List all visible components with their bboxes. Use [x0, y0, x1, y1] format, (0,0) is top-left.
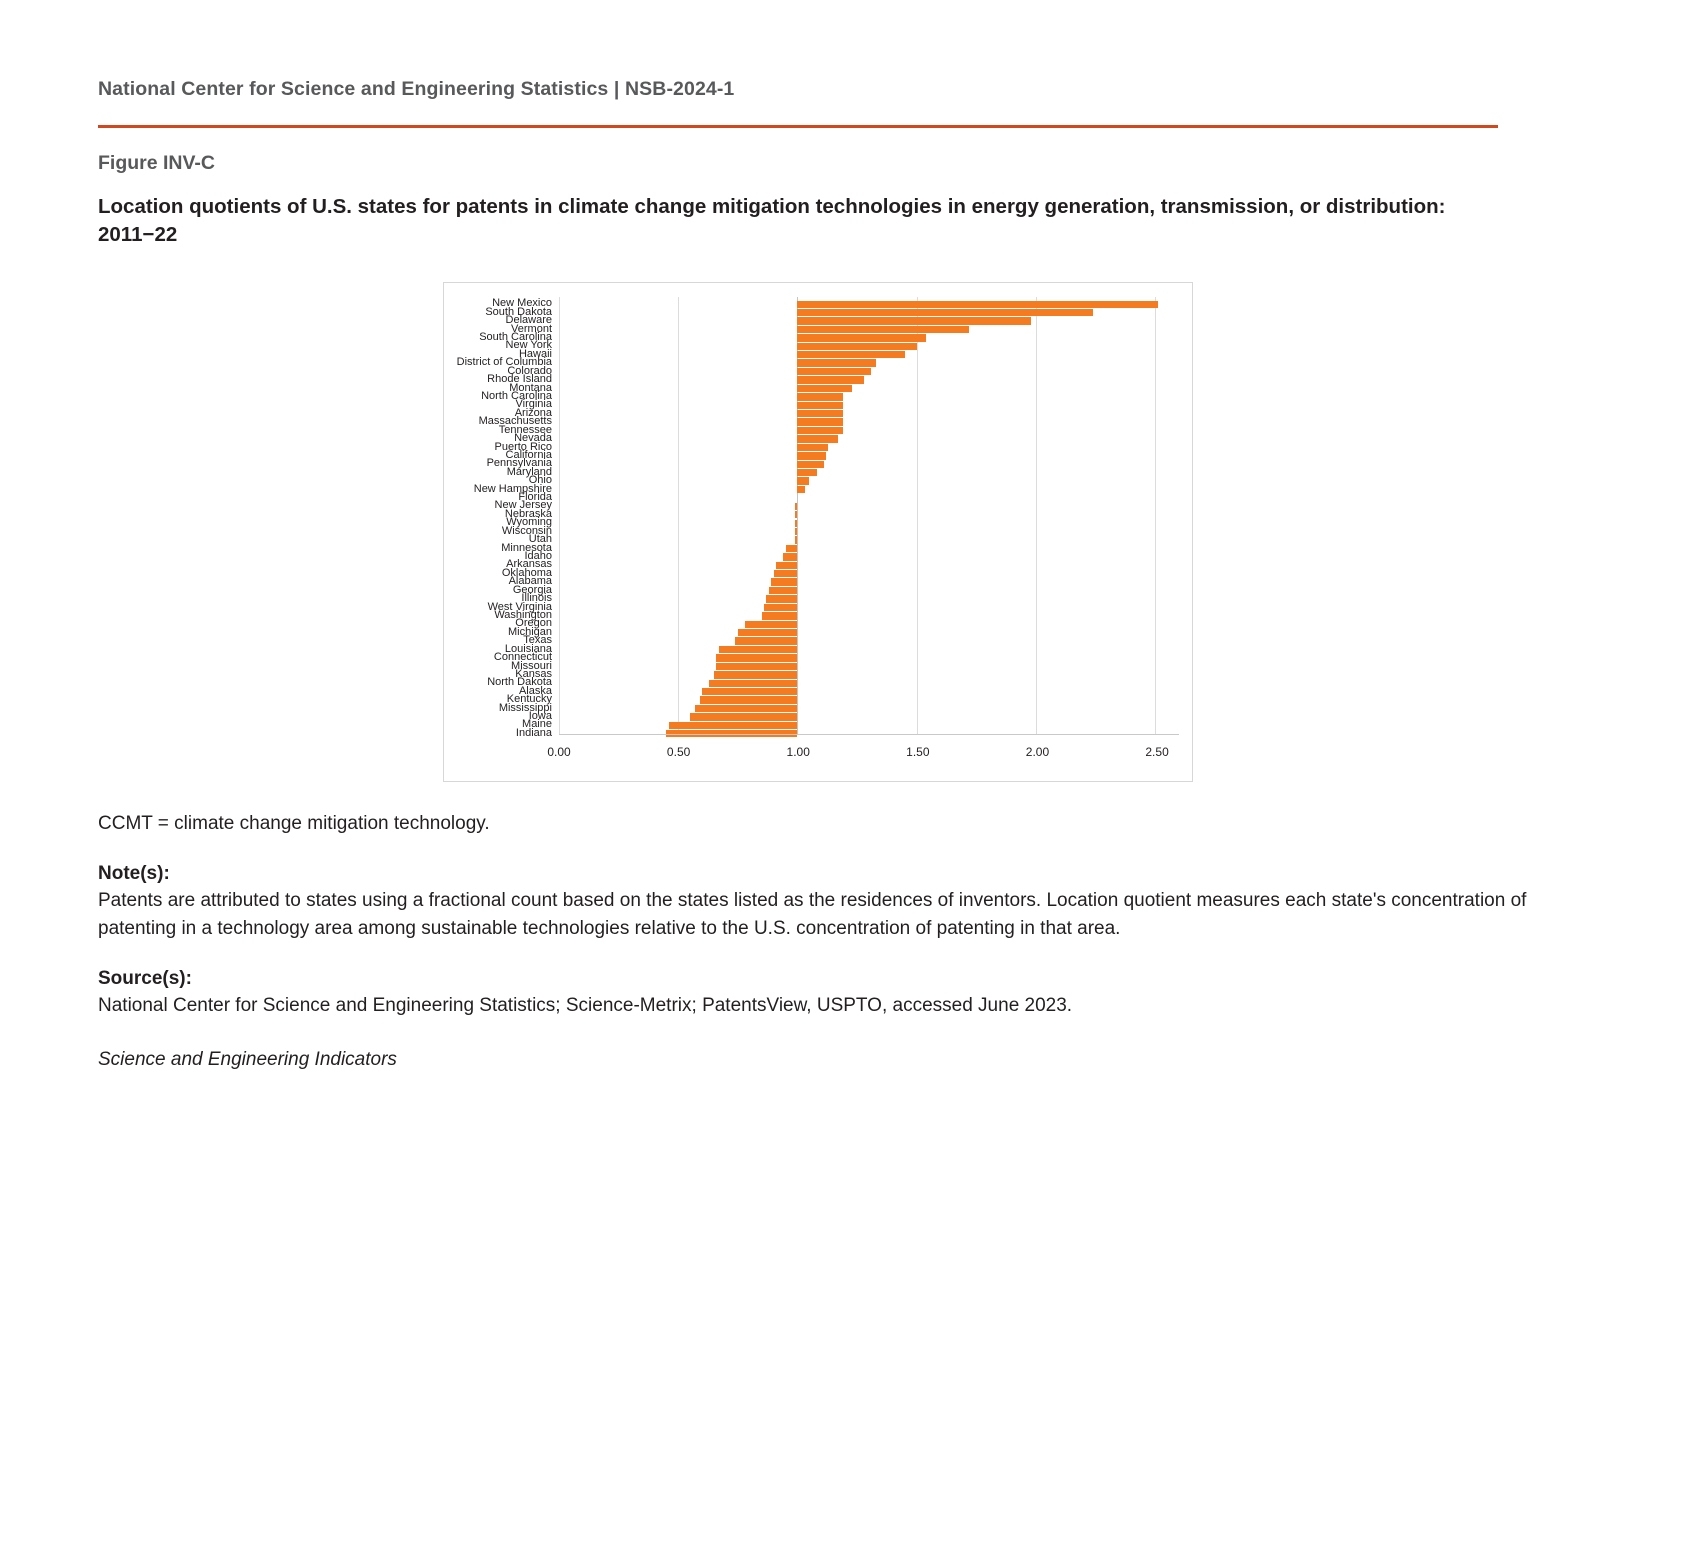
- bar-row: [559, 474, 1179, 482]
- bar-row: [559, 424, 1179, 432]
- bar-row: [559, 466, 1179, 474]
- bar-row: [559, 668, 1179, 676]
- category-label: Alabama: [508, 575, 552, 588]
- bar-row: [559, 558, 1179, 566]
- notes-block: [98, 860, 1598, 943]
- category-label: Colorado: [507, 364, 552, 377]
- series-name: Science and Engineering Indicators: [98, 1048, 397, 1070]
- bar-row: [559, 575, 1179, 583]
- bar-row: [559, 617, 1179, 625]
- bar-row: [559, 718, 1179, 726]
- category-label: South Carolina: [479, 331, 552, 344]
- header-organization: National Center for Science and Engineering Statistics: [98, 78, 609, 100]
- bar-row: [559, 693, 1179, 701]
- category-label: West Virginia: [487, 600, 552, 613]
- category-label: South Dakota: [485, 305, 552, 318]
- category-label: Massachusetts: [478, 415, 552, 428]
- x-tick-label: 2.50: [1145, 745, 1169, 760]
- x-tick-label: 0.00: [547, 745, 571, 760]
- bar-row: [559, 533, 1179, 541]
- bar-row: [559, 685, 1179, 693]
- x-axis-line: [559, 734, 1179, 735]
- category-label: Nebraska: [504, 507, 552, 520]
- category-label: Kentucky: [506, 693, 552, 706]
- category-axis-labels: [444, 297, 556, 739]
- category-label: New York: [505, 339, 552, 352]
- bar-row: [559, 508, 1179, 516]
- category-label: Vermont: [511, 322, 552, 335]
- bar-row: [559, 601, 1179, 609]
- category-label: Rhode Island: [487, 373, 552, 386]
- category-label: Oregon: [515, 617, 552, 630]
- x-tick-label: 0.50: [666, 745, 691, 760]
- category-label: Oklahoma: [501, 566, 552, 579]
- x-tick-label: 2.00: [1025, 745, 1050, 760]
- category-label: Michigan: [507, 625, 552, 638]
- category-label: Wisconsin: [501, 524, 552, 537]
- category-label: Virginia: [515, 398, 552, 411]
- page-header: [98, 78, 1598, 101]
- figure-label: Figure INV-C: [98, 152, 216, 174]
- abbreviation-note: CCMT = climate change mitigation technology.: [98, 813, 490, 835]
- bar-row: [559, 407, 1179, 415]
- bar-row: [559, 356, 1179, 364]
- category-label: Montana: [509, 381, 552, 394]
- category-label: Texas: [523, 634, 552, 647]
- sources-block: [98, 965, 1598, 1020]
- bar-row: [559, 449, 1179, 457]
- category-label: Arizona: [514, 406, 552, 419]
- bar-row: [559, 314, 1179, 322]
- bar-row: [559, 634, 1179, 642]
- sources-text: National Center for Science and Engineering Statistics; Science-Metrix; PatentsView, USPTO, accessed June 2023.: [98, 995, 1073, 1017]
- bar-row: [559, 348, 1179, 356]
- category-label: New Jersey: [494, 499, 552, 512]
- category-label: Wyoming: [506, 516, 552, 529]
- bar-row: [559, 306, 1179, 314]
- bar-row: [559, 390, 1179, 398]
- bar-row: [559, 483, 1179, 491]
- category-label: Iowa: [528, 710, 552, 723]
- category-label: North Dakota: [487, 676, 552, 689]
- category-label: Florida: [518, 491, 552, 504]
- bar-row: [559, 432, 1179, 440]
- figure-footnotes: [98, 810, 1598, 1073]
- x-tick-label: 1.50: [906, 745, 930, 760]
- bar-row: [559, 398, 1179, 406]
- category-label: Louisiana: [504, 642, 552, 655]
- category-label: Ohio: [528, 474, 552, 487]
- bar-rows: [559, 297, 1179, 735]
- bar-row: [559, 626, 1179, 634]
- bar-row: [559, 365, 1179, 373]
- category-label: Illinois: [521, 592, 552, 605]
- notes-heading: Note(s):: [98, 862, 170, 884]
- category-label: Georgia: [512, 583, 552, 596]
- bar-row: [559, 710, 1179, 718]
- bar-row: [559, 567, 1179, 575]
- bar-row: [559, 651, 1179, 659]
- bar-row: [559, 660, 1179, 668]
- bar-row: [559, 297, 1179, 305]
- bar-row: [559, 331, 1179, 339]
- bar-chart: [443, 282, 1193, 782]
- bar-row: [559, 702, 1179, 710]
- bar-row: [559, 491, 1179, 499]
- category-label: Nevada: [514, 432, 552, 445]
- category-label: Indiana: [515, 726, 552, 739]
- category-label: Kansas: [515, 667, 552, 680]
- bar-row: [559, 584, 1179, 592]
- bar-row: [559, 382, 1179, 390]
- bar-row: [559, 339, 1179, 347]
- bar-row: [559, 323, 1179, 331]
- category-label: Alaska: [518, 684, 552, 697]
- figure-title: Location quotients of U.S. states for patents in climate change mitigation technologies in energy generation, transmission, or distribution: 2011−22: [98, 195, 1446, 246]
- category-label: Missouri: [511, 659, 552, 672]
- category-label: District of Columbia: [456, 356, 552, 369]
- bar-row: [559, 516, 1179, 524]
- category-label: Washington: [494, 608, 552, 621]
- bar-row: [559, 676, 1179, 684]
- bar-row: [559, 415, 1179, 423]
- category-label: Puerto Rico: [494, 440, 552, 453]
- bar-row: [559, 525, 1179, 533]
- plot-area: [559, 297, 1179, 735]
- category-label: Pennsylvania: [486, 457, 552, 470]
- bar-row: [559, 550, 1179, 558]
- bar-row: [559, 542, 1179, 550]
- bar-row: [559, 592, 1179, 600]
- category-label: Utah: [528, 533, 552, 546]
- bar-row: [559, 609, 1179, 617]
- category-label: Hawaii: [518, 347, 552, 360]
- category-label: Maine: [522, 718, 552, 731]
- bar-row: [559, 457, 1179, 465]
- header-report-id: NSB-2024-1: [624, 78, 735, 100]
- category-label: New Mexico: [492, 297, 552, 310]
- bar-row: [559, 643, 1179, 651]
- notes-text: Patents are attributed to states using a fractional count based on the states listed as the residences of inventors. Location quotient measures each state's concentration of patenting in a technology area among sustainable technologies relative to the U.S. concentration of patenting in that area.: [98, 890, 1527, 939]
- header-separator: |: [613, 78, 620, 100]
- category-label: Connecticut: [493, 651, 552, 664]
- category-label: Maryland: [506, 465, 552, 478]
- bar-row: [559, 441, 1179, 449]
- page-content: [98, 78, 1598, 1073]
- category-label: Delaware: [505, 314, 552, 327]
- sources-heading: Source(s):: [98, 967, 192, 989]
- bar-row: [559, 499, 1179, 507]
- category-label: Minnesota: [501, 541, 552, 554]
- header-divider: [98, 125, 1498, 128]
- category-label: Arkansas: [506, 558, 552, 571]
- x-tick-label: 1.00: [786, 745, 810, 760]
- category-label: California: [505, 448, 552, 461]
- bar-row: [559, 373, 1179, 381]
- category-label: Idaho: [524, 550, 552, 563]
- category-label: North Carolina: [481, 389, 552, 402]
- category-label: Mississippi: [498, 701, 552, 714]
- category-label: New Hampshire: [473, 482, 552, 495]
- category-label: Tennessee: [498, 423, 552, 436]
